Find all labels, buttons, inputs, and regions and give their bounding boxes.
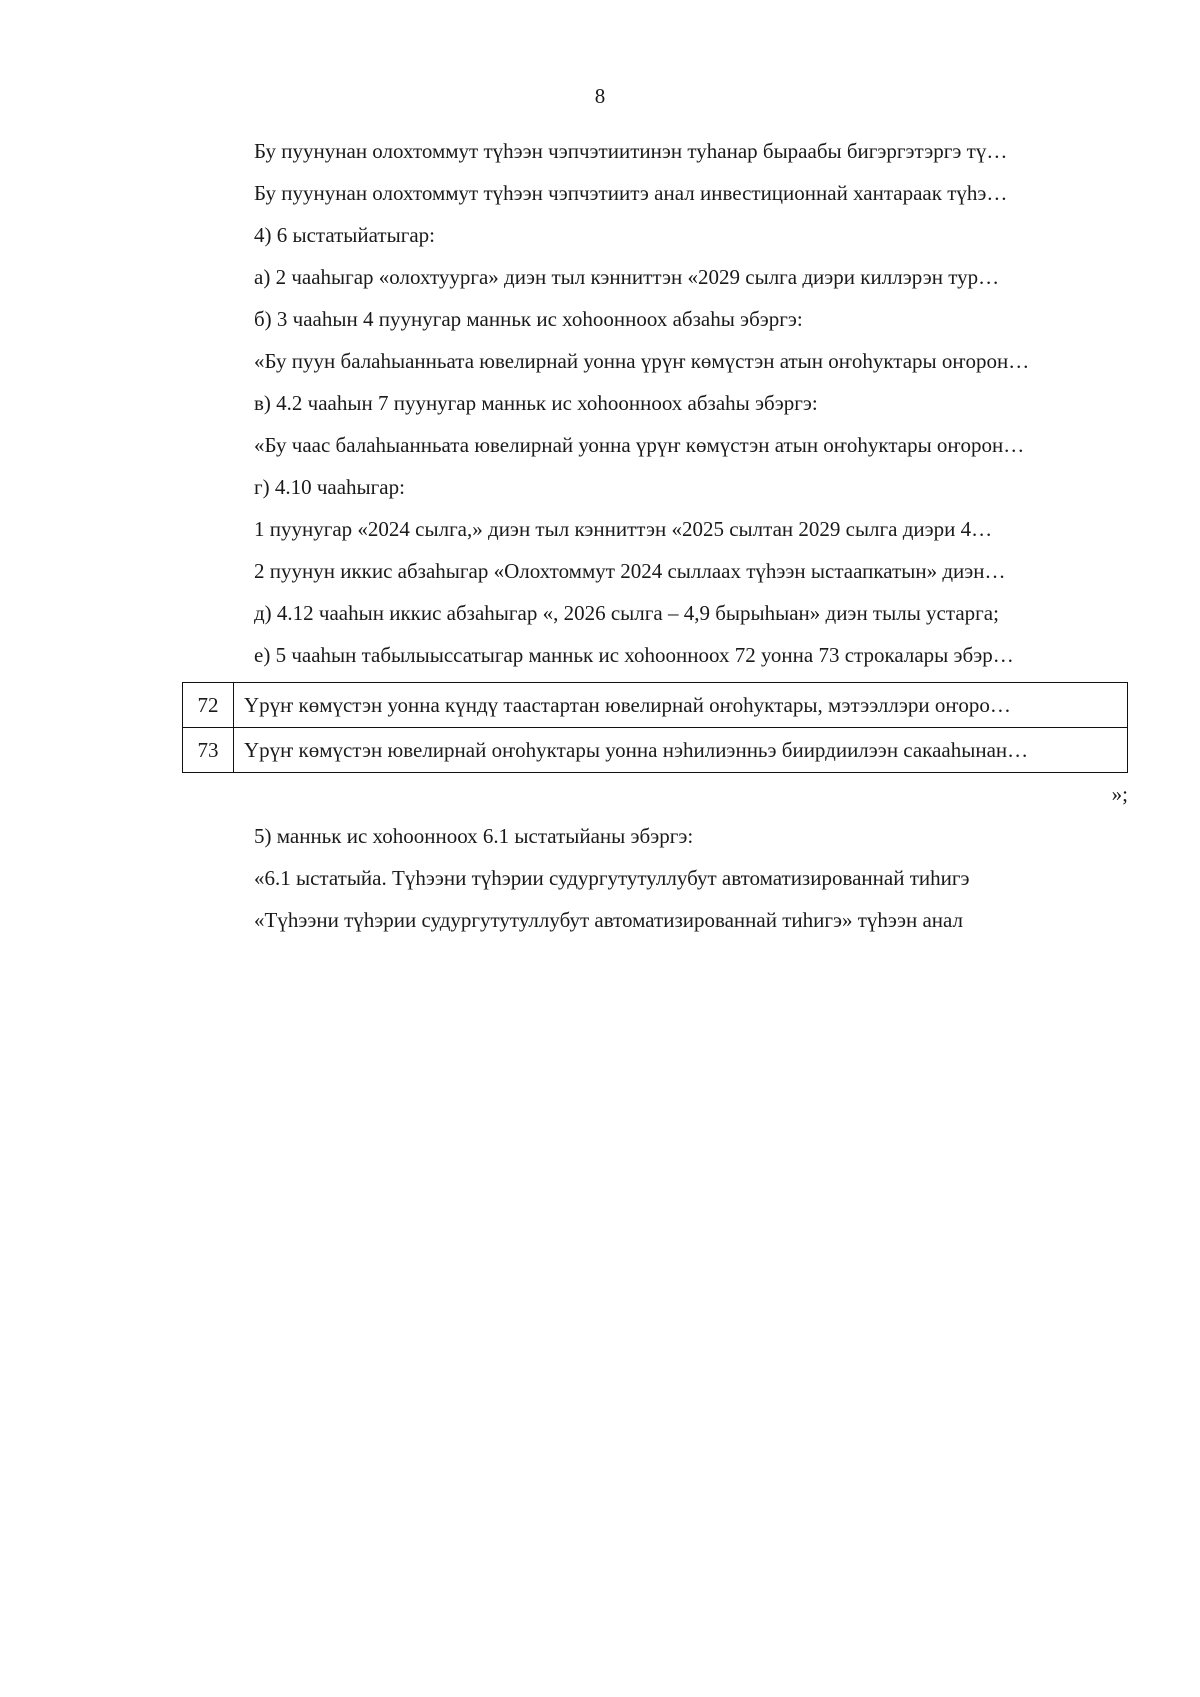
- paragraph: 4) 6 ыстатыйатыгар:: [254, 223, 435, 247]
- row-number: 73: [183, 728, 234, 773]
- paragraph: б) 3 чааһын 4 пуунугар манньк ис хоһоонноох абзаһы эбэргэ:: [254, 307, 803, 331]
- row-description: Үрүҥ көмүстэн уонна күндү таастартан ювелирнай оҥоһуктары, мэтээллэри оҥоро…: [234, 683, 1128, 728]
- paragraph: «Түһээни түһэрии судургутутуллубут автоматизированнай тиһигэ» түһээн анал: [254, 908, 963, 932]
- paragraph: «6.1 ыстатыйа. Түһээни түһэрии судургутутуллубут автоматизированнай тиһигэ: [254, 866, 970, 890]
- paragraph: Бу пуунунан олохтоммут түһээн чэпчэтиитинэн туһанар быраабы бигэргэтэргэ тү…: [254, 139, 1008, 163]
- paragraph: а) 2 чааһыгар «олохтуурга» диэн тыл кэнниттэн «2029 сылга диэри киллэрэн тур…: [254, 265, 1000, 289]
- paragraph: Бу пуунунан олохтоммут түһээн чэпчэтиитэ анал инвестиционнай хантараак түһэ…: [254, 181, 1008, 205]
- row-description: Үрүҥ көмүстэн ювелирнай оҥоһуктары уонна нэһилиэнньэ биирдиилээн сакааһынан…: [234, 728, 1128, 773]
- paragraph: д) 4.12 чааһын иккис абзаһыгар «, 2026 сылга – 4,9 бырыһыан» диэн тылы устарга;: [254, 601, 999, 625]
- paragraph: 2 пуунун иккис абзаһыгар «Олохтоммут 2024 сыллаах түһээн ыстаапкатын» диэн…: [254, 559, 1006, 583]
- paragraph: в) 4.2 чааһын 7 пуунугар манньк ис хоһоонноох абзаһы эбэргэ:: [254, 391, 818, 415]
- paragraph: е) 5 чааһын табылыыссатыгар манньк ис хоһоонноох 72 уонна 73 строкалары эбэр…: [254, 643, 1014, 667]
- table-row: [183, 728, 1128, 773]
- document-body: [182, 130, 1128, 941]
- closing-quote: »;: [1111, 782, 1128, 806]
- paragraph: 1 пуунугар «2024 сылга,» диэн тыл кэнниттэн «2025 сылтан 2029 сылга диэри 4…: [254, 517, 993, 541]
- table-row: [183, 683, 1128, 728]
- paragraph: «Бу пуун балаһыанньата ювелирнай уонна үрүҥ көмүстэн атын оҥоһуктары оҥорон…: [254, 349, 1030, 373]
- page-number: 8: [594, 84, 606, 108]
- amendment-table: [182, 682, 1128, 773]
- paragraph: 5) манньк ис хоһоонноох 6.1 ыстатыйаны эбэргэ:: [254, 824, 694, 848]
- row-number: 72: [183, 683, 234, 728]
- paragraph: г) 4.10 чааһыгар:: [254, 475, 405, 499]
- paragraph: «Бу чаас балаһыанньата ювелирнай уонна үрүҥ көмүстэн атын оҥоһуктары оҥорон…: [254, 433, 1025, 457]
